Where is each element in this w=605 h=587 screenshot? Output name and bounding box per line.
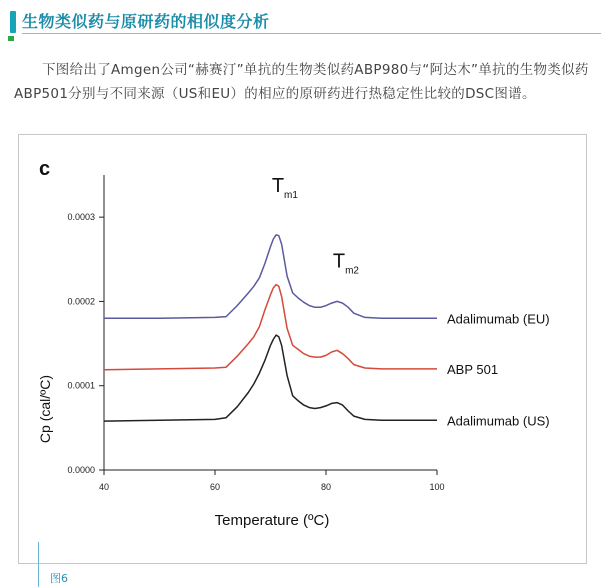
- x-tick-label-1: 60: [209, 482, 221, 492]
- peak-annotation-1: $T_{m2}$: [332, 250, 359, 277]
- peak-annotation-0: $T_{m1}$: [271, 174, 298, 201]
- section-marker-accent: [8, 36, 14, 41]
- figure-frame: [18, 134, 587, 564]
- x-tick-label-3: 100: [429, 482, 445, 492]
- series-label-2: Adalimumab (US): [447, 413, 550, 429]
- y-tick-label-0: 0.0000: [67, 465, 95, 475]
- figure-caption: 图6: [50, 572, 68, 585]
- dsc-chart: [19, 135, 586, 563]
- y-axis-label: Cp (cal/ºC): [37, 374, 53, 444]
- section-title: 生物类似药与原研药的相似度分析: [22, 12, 270, 31]
- series-line-0: [104, 235, 437, 318]
- section-divider: [22, 33, 601, 34]
- chart-series: [104, 235, 437, 421]
- x-tick-label-0: 40: [98, 482, 110, 492]
- caption-divider: [38, 542, 39, 587]
- section-header: [0, 0, 605, 36]
- y-tick-label-2: 0.0002: [67, 296, 95, 307]
- series-label-0: Adalimumab (EU): [447, 311, 550, 327]
- x-tick-label-2: 80: [320, 482, 332, 492]
- series-line-2: [104, 335, 437, 421]
- y-tick-label-1: 0.0001: [67, 380, 95, 391]
- series-line-1: [104, 285, 437, 370]
- panel-label: c: [39, 158, 51, 180]
- series-label-1: ABP 501: [447, 361, 499, 377]
- y-tick-label-3: 0.0003: [67, 212, 95, 223]
- section-marker: [10, 11, 16, 33]
- x-axis-label: Temperature (ºC): [214, 512, 330, 529]
- body-paragraph: 下图给出了Amgen公司“赫赛汀”单抗的生物类似药ABP980与“阿达木”单抗的生物类似药ABP501分别与不同来源（US和EU）的相应的原研药进行热稳定性比较的DSC图谱。: [14, 62, 589, 102]
- chart-labels: [272, 175, 550, 428]
